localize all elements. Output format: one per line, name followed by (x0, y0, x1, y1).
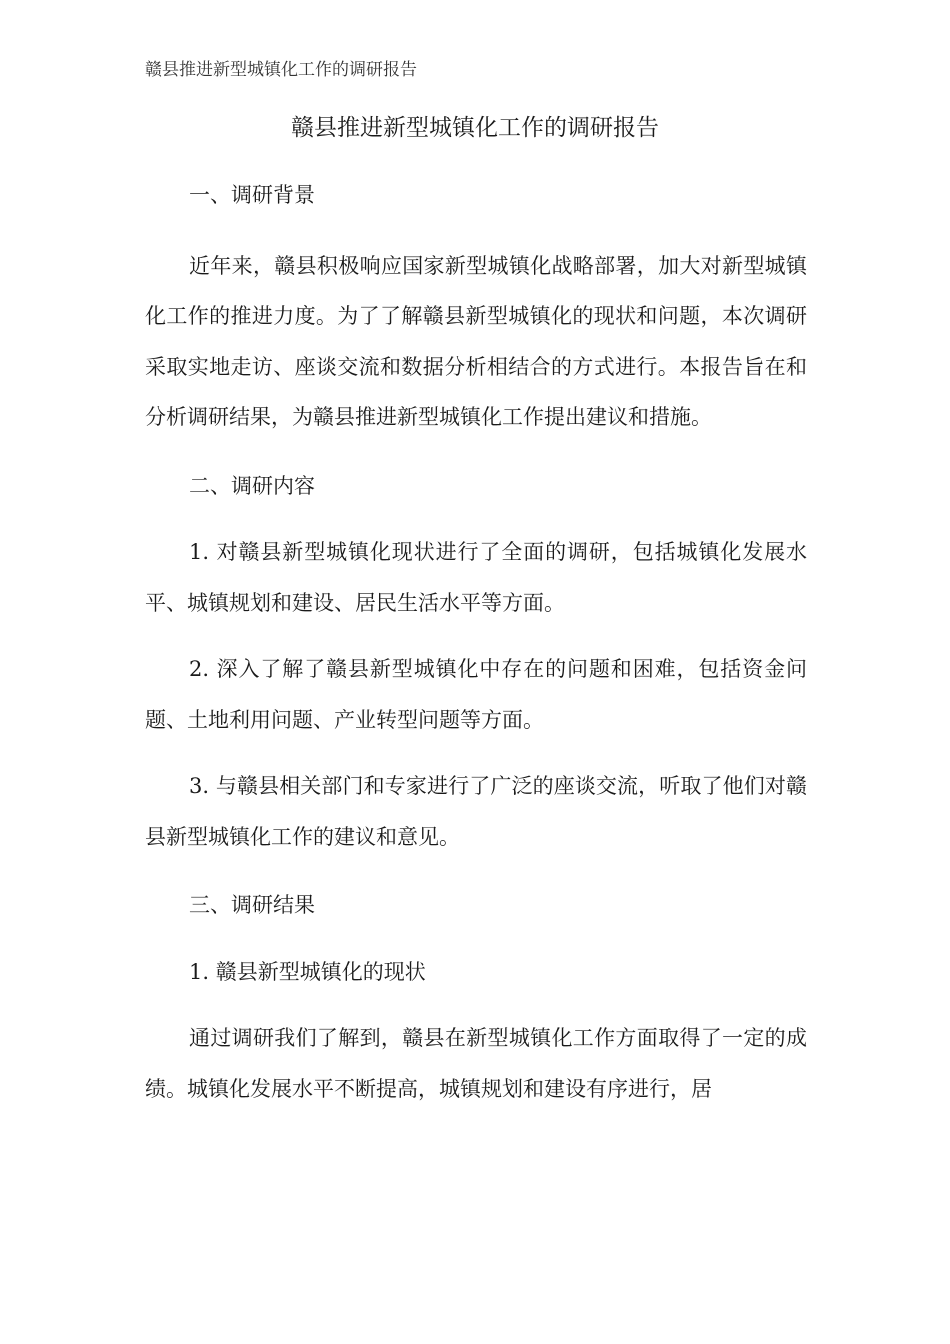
paragraph-content-item-3: 3. 与赣县相关部门和专家进行了广泛的座谈交流，听取了他们对赣县新型城镇化工作的建议和意见。 (145, 774, 807, 849)
paragraph-content-item-2: 2. 深入了解了赣县新型城镇化中存在的问题和困难，包括资金问题、土地利用问题、产业转型问题等方面。 (145, 657, 807, 732)
section-heading-content: 二、调研内容 (189, 473, 315, 498)
subheading-results-status: 1. 赣县新型城镇化的现状 (189, 959, 426, 984)
running-header: 赣县推进新型城镇化工作的调研报告 (145, 60, 417, 80)
section-heading-results: 三、调研结果 (189, 893, 315, 917)
document-body (145, 170, 807, 1130)
paragraph-content-item-1: 1. 对赣县新型城镇化现状进行了全面的调研，包括城镇化发展水平、城镇规划和建设、居民生活水平等方面。 (145, 540, 807, 615)
paragraph-background: 近年来，赣县积极响应国家新型城镇化战略部署，加大对新型城镇化工作的推进力度。为了了解赣县新型城镇化的现状和问题，本次调研采取实地走访、座谈交流和数据分析相结合的方式进行。本报告旨在和分析调研结果，为赣县推进新型城镇化工作提出建议和措施。 (145, 253, 807, 429)
paragraph-results-status: 通过调研我们了解到，赣县在新型城镇化工作方面取得了一定的成绩。城镇化发展水平不断提高，城镇规划和建设有序进行，居 (145, 1026, 807, 1101)
document-title: 赣县推进新型城镇化工作的调研报告 (291, 115, 659, 141)
section-heading-background: 一、调研背景 (189, 183, 315, 207)
